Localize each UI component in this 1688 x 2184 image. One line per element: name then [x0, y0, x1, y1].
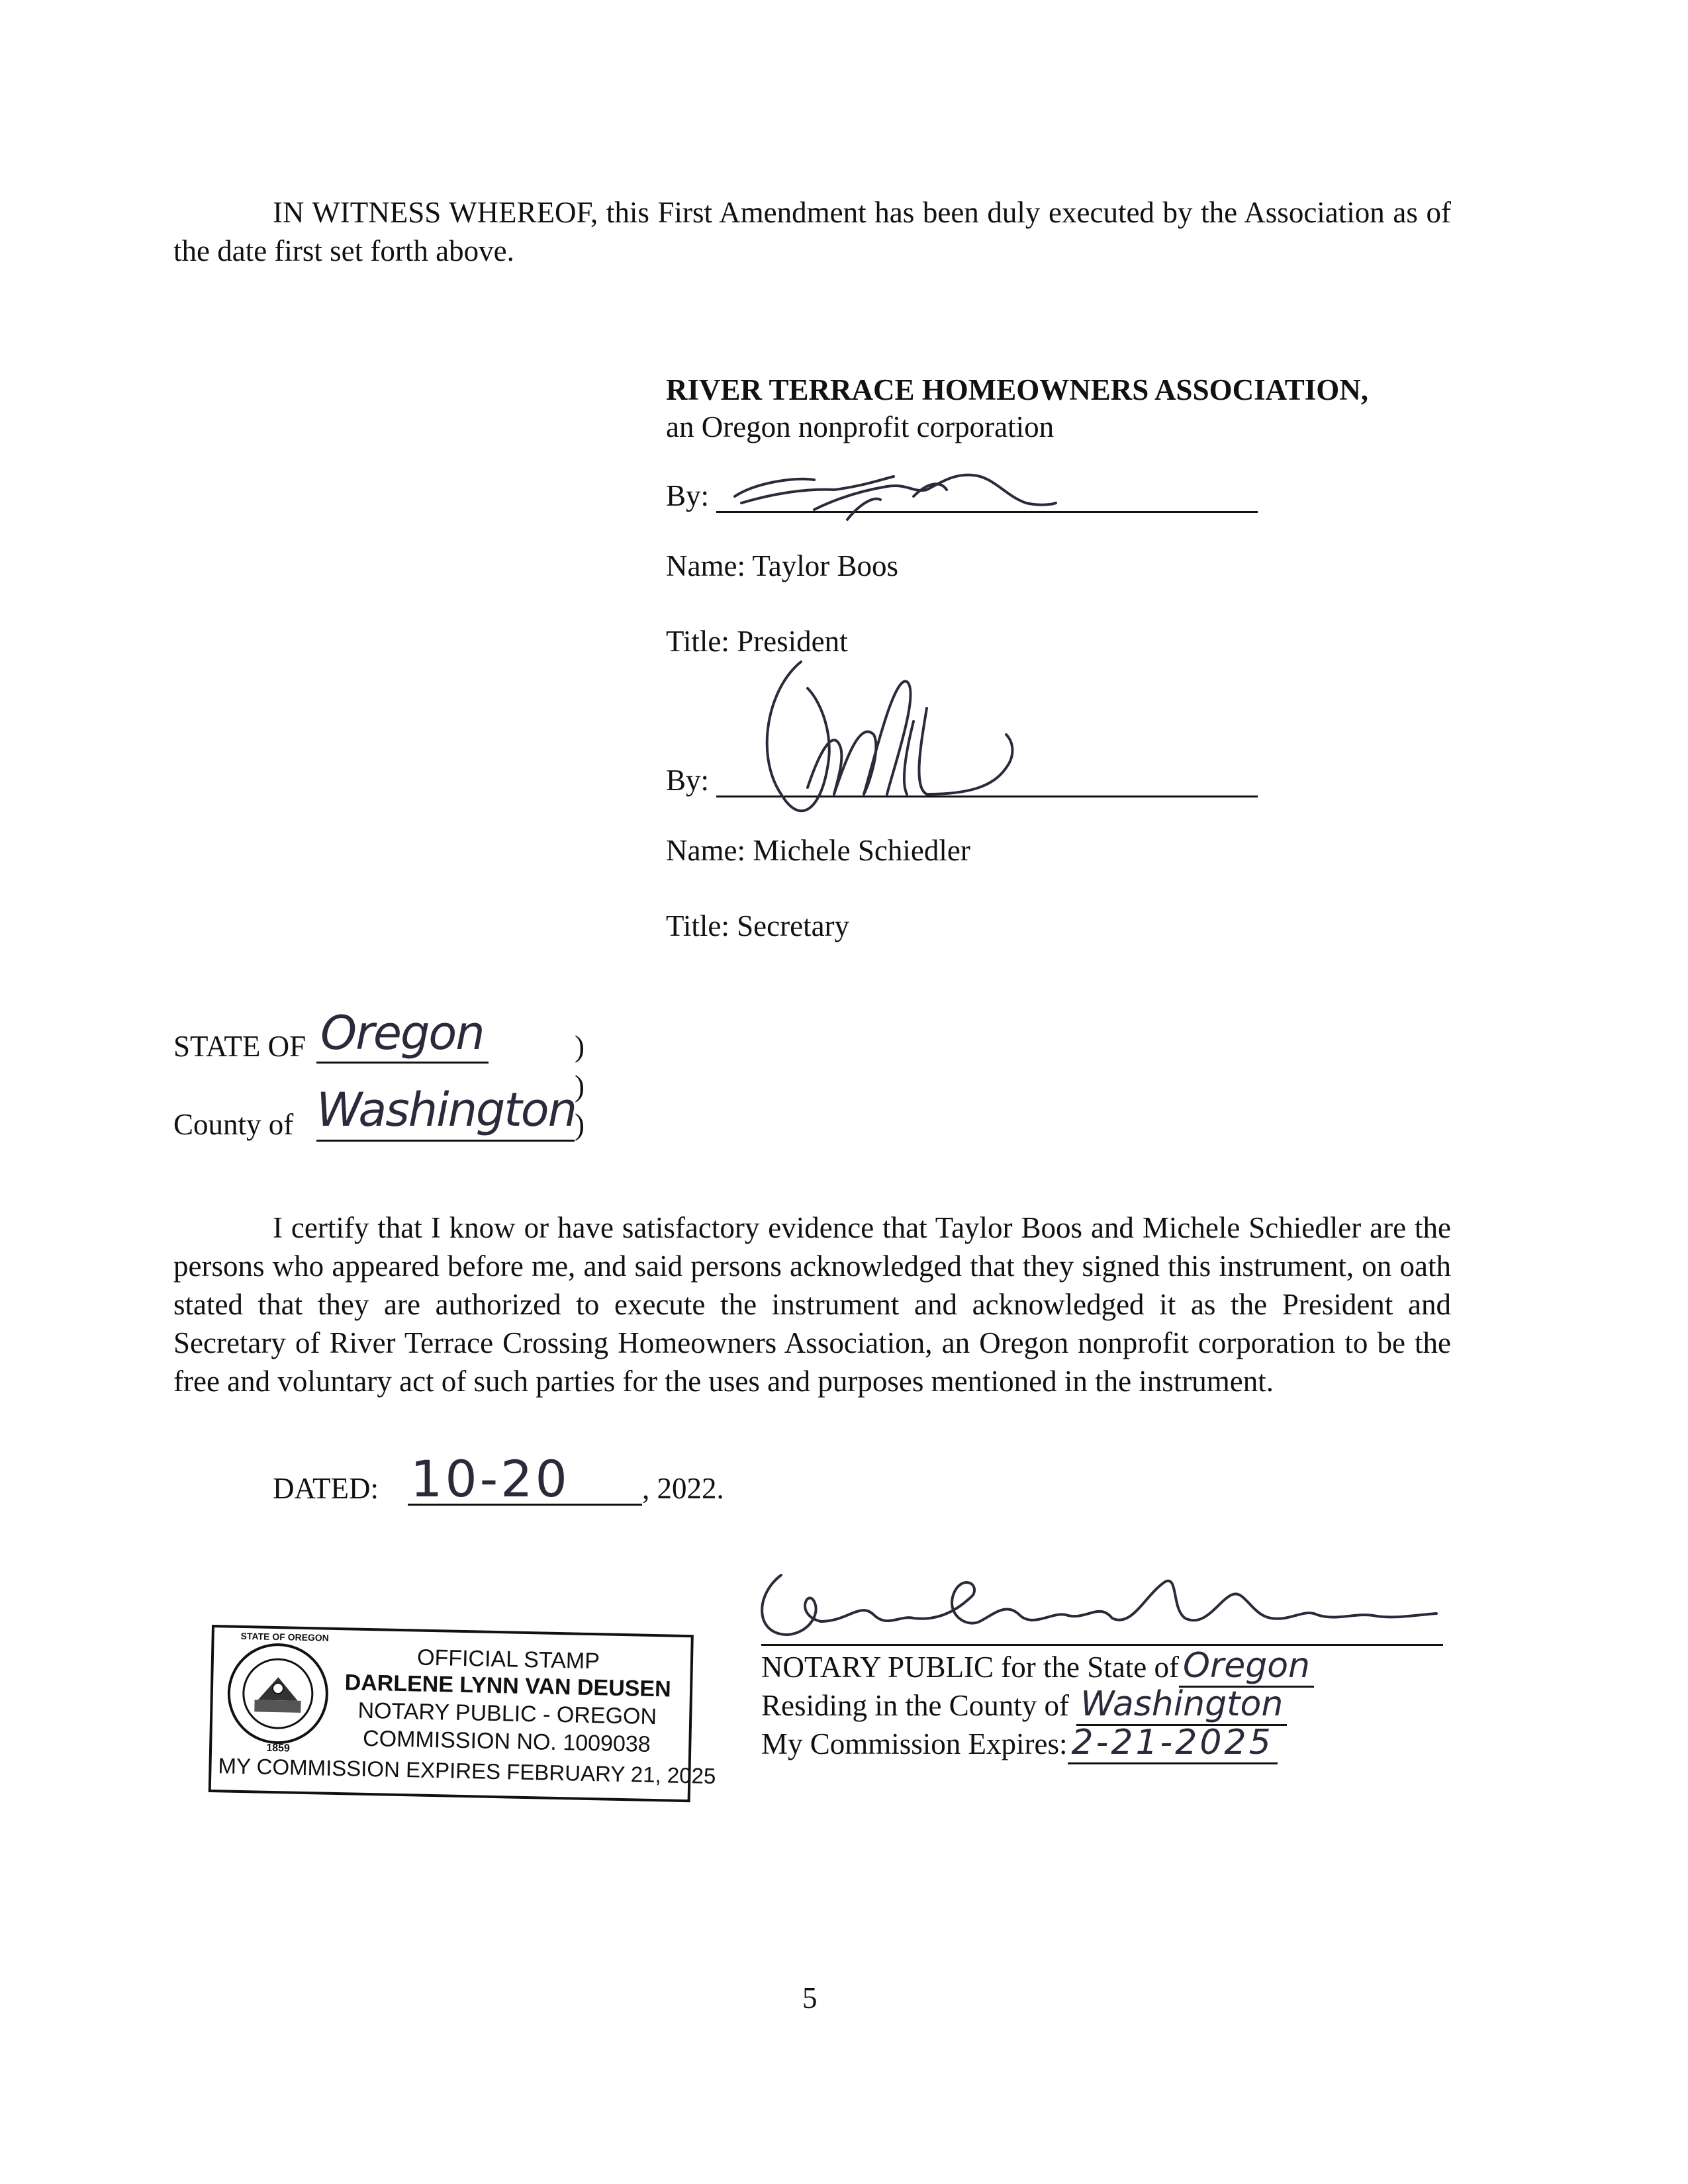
signature-by-label-1: By: [666, 479, 710, 512]
county-paren: ) [575, 1108, 585, 1141]
state-of-line [316, 1062, 489, 1064]
dated-label: DATED: [273, 1472, 379, 1505]
state-of-label: STATE OF [173, 1030, 306, 1063]
county-of-label: County of [173, 1108, 294, 1141]
oregon-seal-icon [224, 1639, 332, 1747]
stamp-line-1: OFFICIAL STAMP [416, 1645, 600, 1674]
association-type: an Oregon nonprofit corporation [666, 410, 1055, 443]
seal-text-bottom: 1859 [266, 1742, 291, 1754]
association-name: RIVER TERRACE HOMEOWNERS ASSOCIATION, [666, 373, 1369, 406]
signatory-title-1: Title: President [666, 625, 848, 658]
notary-state-handwritten: Oregon [1179, 1646, 1314, 1688]
witness-paragraph: IN WITNESS WHEREOF, this First Amendment has been duly executed by the Association as of the date first set forth above. [173, 196, 1451, 267]
dated-year: , 2022. [642, 1472, 724, 1505]
notary-line-2: Residing in the County of Washington [761, 1685, 1287, 1725]
stamp-line-4: COMMISSION NO. 1009038 [362, 1725, 651, 1757]
county-of-handwritten: Washington [316, 1083, 577, 1137]
notary-county-handwritten: Washington [1076, 1684, 1287, 1726]
county-of-line [316, 1140, 575, 1142]
stamp-line-5: MY COMMISSION EXPIRES FEBRUARY 21, 2025 [218, 1753, 716, 1788]
notary-line-1: NOTARY PUBLIC for the State of Oregon [761, 1647, 1314, 1686]
state-paren: ) [575, 1030, 585, 1063]
seal-text-top: STATE OF OREGON [240, 1630, 330, 1643]
dated-handwritten: 10-20 [410, 1449, 570, 1508]
signature-by-label-2: By: [666, 764, 710, 797]
signatory-title-2: Title: Secretary [666, 909, 850, 942]
stamp-line-2: DARLENE LYNN VAN DEUSEN [344, 1670, 672, 1702]
venue-paren-middle: ) [575, 1069, 585, 1103]
notary-line-3: My Commission Expires: 2-21-2025 [761, 1723, 1278, 1763]
notary-expires-handwritten: 2-21-2025 [1068, 1723, 1278, 1764]
signature-michele-schiedler [728, 635, 1019, 847]
notary-signature-line [761, 1644, 1443, 1646]
signature-taylor-boos [715, 457, 1059, 529]
page-number: 5 [802, 1981, 818, 2015]
notary-signature [741, 1555, 1443, 1655]
signatory-name-1: Name: Taylor Boos [666, 549, 898, 582]
signatory-name-2: Name: Michele Schiedler [666, 834, 970, 867]
stamp-line-3: NOTARY PUBLIC - OREGON [357, 1698, 657, 1730]
acknowledgment-paragraph: I certify that I know or have satisfactory evidence that Taylor Boos and Michele Schiedler are the persons who appeared before me, and said persons acknowledged that they signed this instrument, on oath stated that they are authorized to execute the instrument and acknowledged it as the President and Secretary of River Terrace Crossing Homeowners Association, an Oregon nonprofit corporation to be the free and voluntary act of such parties for the uses and purposes mentioned in the instrument. [173, 1211, 1451, 1398]
state-of-handwritten: Oregon [320, 1006, 484, 1060]
official-stamp [209, 1625, 716, 1802]
